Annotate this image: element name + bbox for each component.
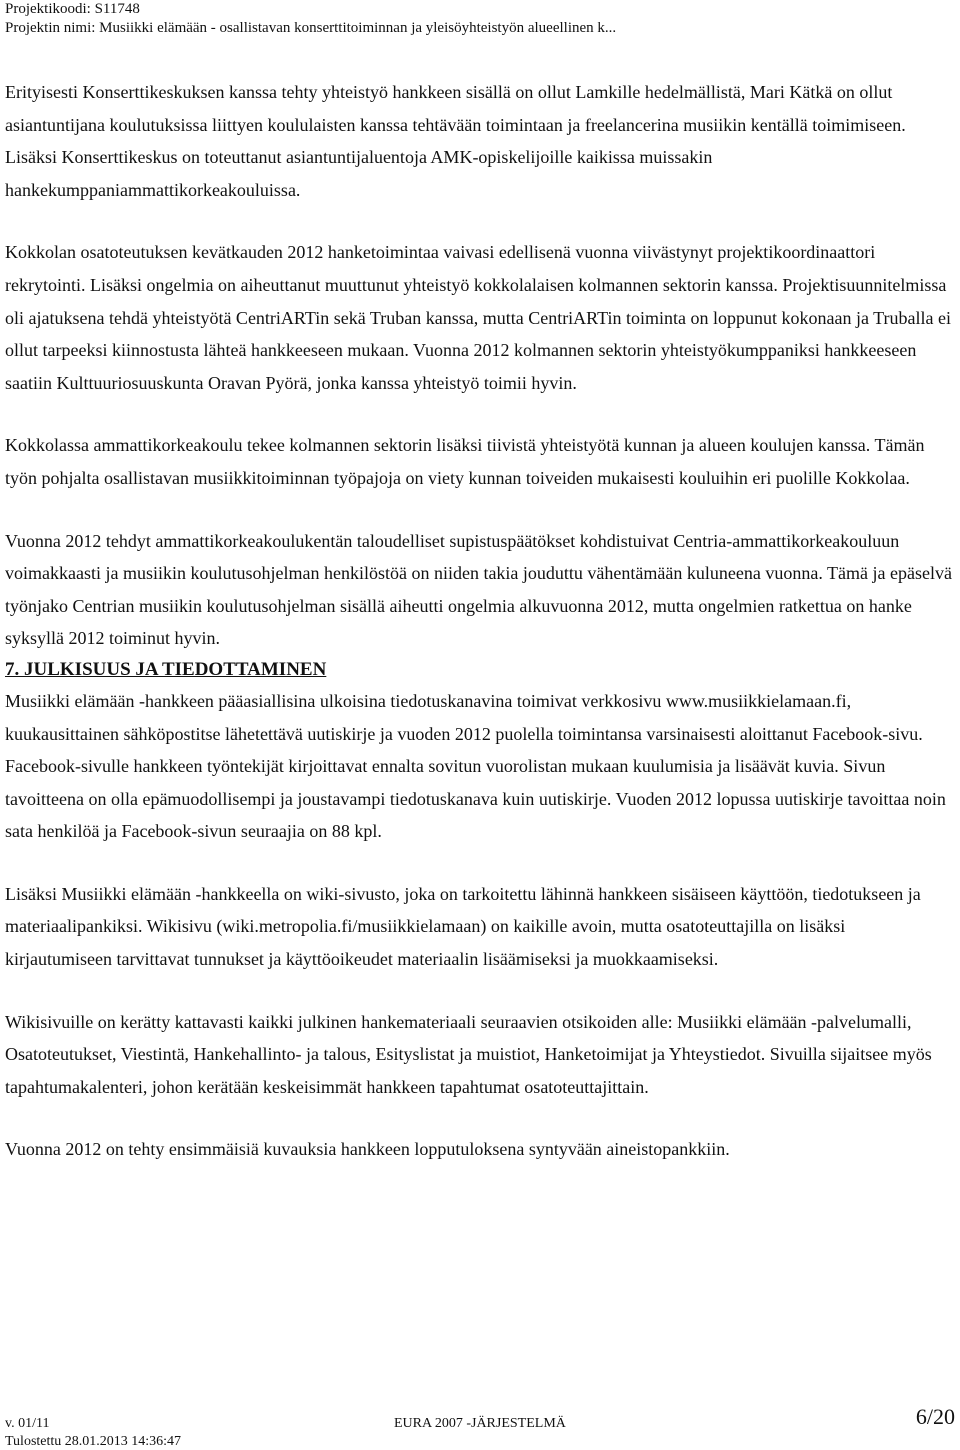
paragraph: Vuonna 2012 on tehty ensimmäisiä kuvauksia hankkeen lopputuloksena syntyvään aineistopankkiin. xyxy=(5,1139,730,1160)
paragraph: Kokkolan osatoteutuksen kevätkauden 2012 hanketoimintaa vaivasi edellisenä vuonna viivästynyt projektikoordinaattori rekrytointi. Lisäksi ongelmia on aiheuttanut muuttunut yhteistyö kokkolalaisen kolmannen sektorin kanssa. Projektisuunnitelmissa oli ajatuksena tehdä yhteistyötä CentriARTin sekä Truban kanssa, mutta CentriARTin toiminta on loppunut kokonaan ja Truballa ei ollut tarpeeksi kiinnostusta lähteä hankkeeseen mukaan. Vuonna 2012 kolmannen sektorin yhteistyökumppaniksi hankkeeseen saatiin Kulttuuriosuuskunta Oravan Pyörä, jonka kanssa yhteistyö toimii hyvin. xyxy=(5,242,951,393)
page-header xyxy=(5,0,955,38)
page-footer xyxy=(5,1402,955,1449)
paragraph: Wikisivuille on kerätty kattavasti kaikki julkinen hankemateriaali seuraavien otsikoiden alle: Musiikki elämään -palvelumalli, Osatoteutukset, Viestintä, Hankehallinto- ja talous, Esityslistat ja muistiot, Hanketoimijat ja Yhteystiedot. Sivuilla sijaitsee myös tapahtumakalenteri, johon kerätään keskeisimmät hankkeen tapahtumat osatoteuttajittain. xyxy=(5,1011,932,1097)
section-heading: 7. JULKISUUS JA TIEDOTTAMINEN xyxy=(5,658,327,680)
paragraph: Kokkolassa ammattikorkeakoulu tekee kolmannen sektorin lisäksi tiivistä yhteistyötä kunnan ja alueen koulujen kanssa. Tämän työn pohjalta osallistavan musiikkitoiminnan työpajoja on viety kunnan toiveiden mukaisesti kouluihin eri puolille Kokkolaa. xyxy=(5,435,925,488)
project-name: Projektin nimi: Musiikki elämään - osallistavan konserttitoiminnan ja yleisöyhteistyön alueellinen k... xyxy=(5,20,617,36)
system-name: EURA 2007 -JÄRJESTELMÄ xyxy=(394,1416,566,1431)
paragraph: Erityisesti Konserttikeskuksen kanssa tehty yhteistyö hankkeen sisällä on ollut Lamkille hedelmällistä, Mari Kätkä on ollut asiantuntijana koulutuksissa liittyen koululaisten kanssa tehtävään toimintaan ja freelancerina musiikin kentällä toimimiseen. Lisäksi Konserttikeskus on toteuttanut asiantuntijaluentoja AMK-opiskelijoille kaikissa muissakin hankekumppaniammattikorkeakouluissa. xyxy=(5,82,906,200)
page-number: 6/20 xyxy=(915,1404,955,1429)
paragraph: Lisäksi Musiikki elämään -hankkeella on wiki-sivusto, joka on tarkoitettu lähinnä hankkeen sisäiseen käyttöön, tiedotukseen ja materiaalipankiksi. Wikisivu (wiki.metropolia.fi/musiikkielamaan) on kaikille avoin, mutta osatoteuttajilla on lisäksi kirjautumiseen tarvittavat tunnukset ja käyttöoikeudet materiaalin lisäämiseksi ja muokkaamiseksi. xyxy=(5,883,921,970)
print-timestamp: Tulostettu 28.01.2013 14:36:47 xyxy=(5,1434,182,1449)
form-version: v. 01/11 xyxy=(5,1416,50,1431)
paragraph: Vuonna 2012 tehdyt ammattikorkeakoulukentän taloudelliset supistuspäätökset kohdistuivat Centria-ammattikorkeakouluun voimakkaasti ja musiikin koulutusohjelman henkilöstöä on niiden takia jouduttu vähentämään kuluneena vuonna. Tämä ja epäselvä työnjako Centrian musiikin koulutusohjelman sisällä aiheutti ongelmia alkuvuonna 2012, mutta ongelmien ratkettua on hanke syksyllä 2012 toiminut hyvin. xyxy=(5,530,952,649)
project-code: Projektikoodi: S11748 xyxy=(5,1,140,17)
paragraph: Musiikki elämään -hankkeen pääasiallisina ulkoisina tiedotuskanavina toimivat verkkosivu www.musiikkielamaan.fi, kuukausittainen sähköpostitse lähetettävä uutiskirje ja vuoden 2012 puolella toimintansa varsinaisesti aloittanut Facebook-sivu. Facebook-sivulle hankkeen työntekijät kirjoittavat ennalta sovitun vuorolistan mukaan kuulumisia ja lisäävät kuvia. Sivun tavoitteena on olla epämuodollisempi ja joustavampi tiedotuskanava kuin uutiskirje. Vuoden 2012 lopussa uutiskirje tavoittaa noin sata henkilöä ja Facebook-sivun seuraajia on 88 kpl. xyxy=(5,690,946,842)
document-body xyxy=(5,76,955,1166)
